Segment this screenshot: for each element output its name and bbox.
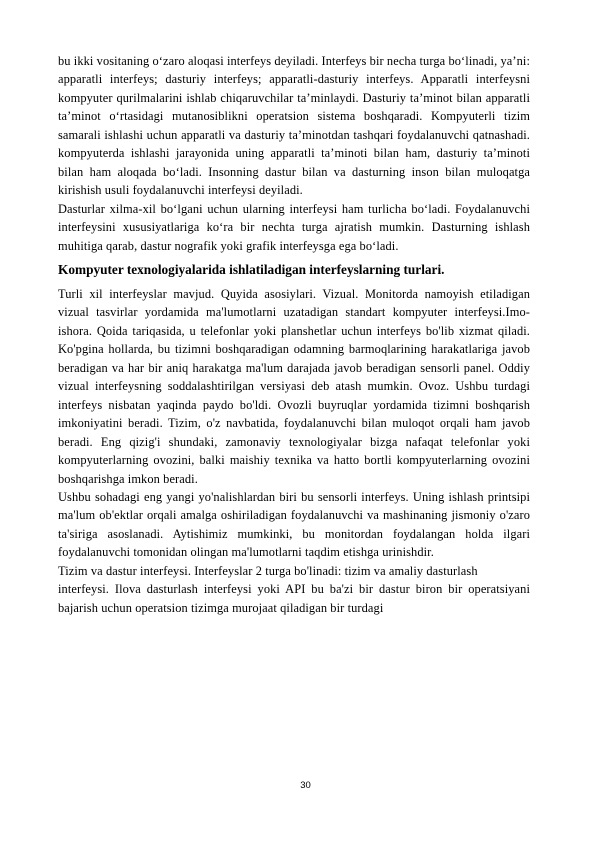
document-page (58, 52, 530, 617)
section-heading: Kompyuter texnologiyalarida ishlatiladigan interfeyslarning turlari. (58, 261, 445, 277)
paragraph-interface-definition: bu ikki vositaning oʻzaro aloqasi interfeys deyiladi. Interfeys bir necha turga boʻlinadi, ya’ni: apparatli interfeys; dasturiy interfeys; apparatli-dasturiy interfeys. Apparatli interfeysni kompyuter qurilmalarini ishlab chiqaruvchilar ta’minlaydi. Dasturiy ta’minot bilan apparatli ta’minot oʻrtasidagi mutanosiblikni operatsion sistema boshqaradi. Kompyuterli tizim samarali ishlashi uchun apparatli va dasturiy ta’minotdan tashqari foydalanuvchi qatnashadi. kompyuterda ishlashi jarayonida uning apparatli ta’minoti bilan ham, dasturiy ta’minoti bilan ham aloqada boʻladi. Insonning dastur bilan va dasturning inson bilan muloqatga kirishish usuli foydalanuvchi interfeysi deyiladi. (58, 54, 530, 198)
paragraph-system-program-interface: Tizim va dastur interfeysi. Interfeyslar 2 turga bo'linadi: tizim va amaliy dasturlash (58, 563, 478, 578)
paragraph-interface-kinds: Turli xil interfeyslar mavjud. Quyida asosiylari. Vizual. Monitorda namoyish etiladigan vizual tasvirlar yordamida ma'lumotlarni uzatadigan standart kompyuter interfeysi.Imo-ishora. Qoida tariqasida, u telefonlar yoki planshetlar uchun interfeys bo'lib xizmat qiladi. Ko'pgina hollarda, bu tizimni boshqaradigan odamning barmoqlarining harakatlariga javob beradigan va har bir aniq harakatga ma'lum darajada javob beradigan sensorli panel. Oddiy vizual interfeysning soddalashtirilgan versiyasi deb atash mumkin. Ovoz. Ushbu turdagi interfeys nisbatan yaqinda paydo bo'ldi. Ovozli buyruqlar yordamida tizimni boshqarish imkoniyatini beradi. Tizim, o'z navbatida, foydalanuvchi bilan muloqot orqali ham javob beradi. Eng qizig'i shundaki, zamonaviy texnologiyalar bizga nafaqat telefonlar yoki kompyuterlarning ovozini, balki maishiy texnika va hatto bortli kompyuterlarning ovozini boshqarishga imkon beradi. (58, 286, 530, 486)
paragraph-sensory-interface: Ushbu sohadagi eng yangi yo'nalishlardan biri bu sensorli interfeys. Uning ishlash printsipi ma'lum ob'ektlar orqali amalga oshiriladigan foydalanuvchi va mashinaning jismoniy o'zaro ta'siriga asoslanadi. Aytishimiz mumkinki, bu monitordan foydalangan holda ilgari foydalanuvchi tomonidan olingan ma'lumotlarni taqdim etishga urinishdir. (58, 489, 530, 560)
page-number-footer (0, 780, 595, 791)
paragraph-api: interfeysi. Ilova dasturlash interfeysi yoki API bu ba'zi bir dastur biron bir operatsiyani bajarish uchun operatsion tizimga murojaat qiladigan bir turdagi (58, 582, 530, 615)
paragraph-interface-types-intro: Dasturlar xilma-xil boʻlgani uchun ularning interfeysi ham turlicha boʻladi. Foydalanuvchi interfeysini xususiyatlariga koʻra bir nechta turga ajratish mumkin. Dasturning ishlash muhitiga qarab, dastur nografik yoki grafik interfeysga ega boʻladi. (58, 201, 530, 253)
page-number: 30 (300, 780, 311, 791)
